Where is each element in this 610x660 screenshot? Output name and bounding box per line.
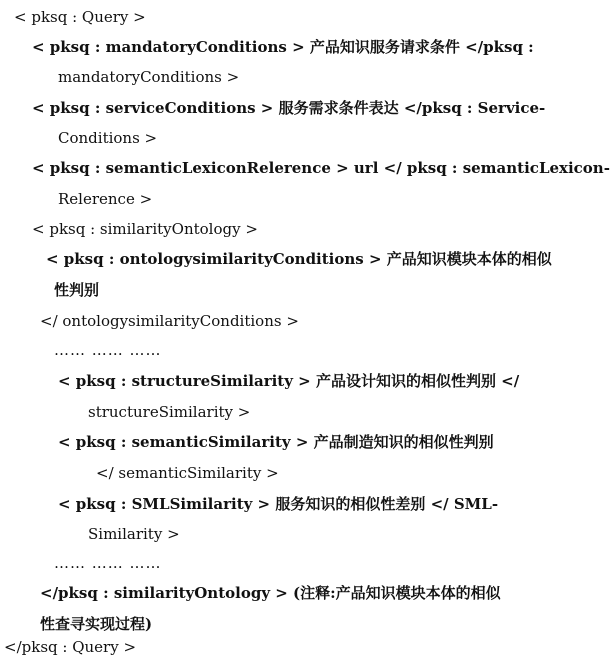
line-ellipsis-2: …… …… …… [54, 554, 162, 572]
line-semantic-similarity: < pksq : semanticSimilarity > 产品制造知识的相似性判别 [58, 433, 494, 451]
line-structure-similarity: < pksq : structureSimilarity > 产品设计知识的相似性判别 </ [58, 372, 520, 390]
line-sml-similarity: < pksq : SMLSimilarity > 服务知识的相似性差别 </ SML- [58, 495, 499, 513]
line-semantic-similarity-close: </ semanticSimilarity > [96, 464, 279, 482]
line-structure-similarity-cont: structureSimilarity > [88, 403, 251, 421]
line-query-open: < pksq : Query > [14, 8, 146, 26]
line-similarity-ontology-close: </pksq : similarityOntology > (注释:产品知识模块本体的相似 [40, 584, 501, 602]
line-similarity-ontology-open: < pksq : similarityOntology > [32, 220, 258, 238]
line-ellipsis-1: …… …… …… [54, 341, 162, 359]
line-mandatory-conditions: < pksq : mandatoryConditions > 产品知识服务请求条件 </pksq : [32, 38, 534, 56]
line-sml-similarity-cont: Similarity > [88, 525, 180, 543]
line-semantic-lexicon-reference: < pksq : semanticLexiconRelerence > url </ pksq : semanticLexicon- [32, 159, 610, 177]
line-ontology-similarity-conditions-close: </ ontologysimilarityConditions > [40, 312, 299, 330]
line-service-conditions-cont: Conditions > [58, 129, 158, 147]
line-ontology-similarity-conditions-cont: 性判别 [54, 281, 100, 299]
line-similarity-ontology-close-cont: 性查寻实现过程) [40, 615, 153, 633]
line-service-conditions: < pksq : serviceConditions > 服务需求条件表达 </pksq : Service- [32, 99, 546, 117]
line-ontology-similarity-conditions: < pksq : ontologysimilarityConditions > 产品知识模块本体的相似 [46, 250, 552, 268]
line-semantic-lexicon-reference-cont: Relerence > [58, 190, 153, 208]
line-mandatory-conditions-cont: mandatoryConditions > [58, 68, 240, 86]
line-query-close: </pksq : Query > [4, 638, 137, 656]
